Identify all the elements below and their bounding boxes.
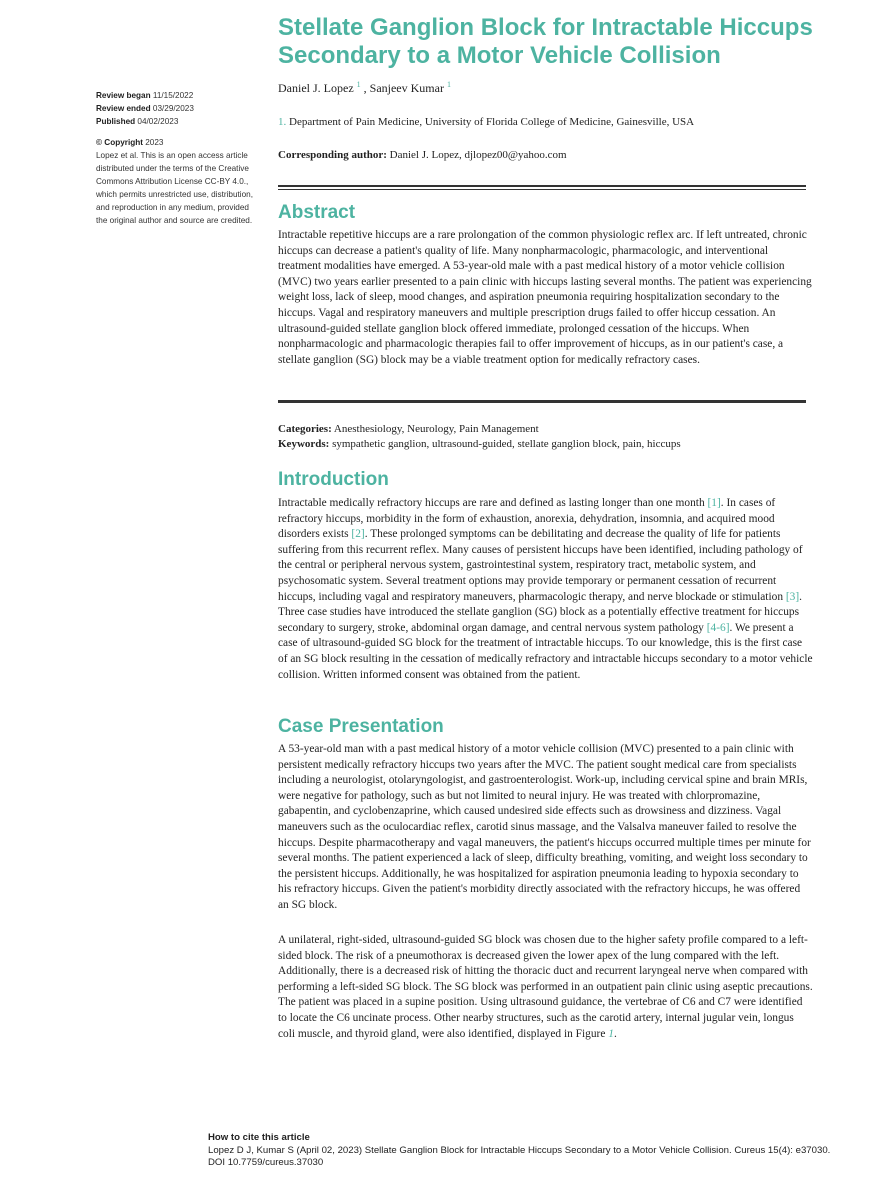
author-name[interactable]: Sanjeev Kumar [369,81,444,95]
divider [278,185,806,190]
article-title: Stellate Ganglion Block for Intractable Hiccups Secondary to a Motor Vehicle Collision [278,14,813,69]
divider [278,400,806,403]
citation-heading: How to cite this article [208,1132,310,1143]
how-to-cite [208,1132,878,1170]
citation-link[interactable]: [3] [785,590,800,603]
citation-text: Lopez D J, Kumar S (April 02, 2023) Stellate Ganglion Block for Intractable Hiccups Secondary to a Motor Vehicle Collision. Cureus 15(4): e37030. [208,1144,831,1156]
review-sidebar [96,89,262,227]
author-name[interactable]: Daniel J. Lopez [278,81,354,95]
figure-link[interactable]: 1 [608,1027,614,1040]
author-list [278,80,451,96]
introduction-text: Intractable medically refractory hiccups are rare and defined as lasting longer than one month [1]. In cases of refractory hiccups, morbidity in the form of exhaustion, anorexia, dehydration, insomnia, and acquired mood disorders exists [2]. These prolonged symptoms can be debilitating and decrease the quality of life for patients suffering from this recurrent reflex. Many causes of persistent hiccups have been identified, including pathology of the central or peripheral nervous system, gastrointestinal system, respiratory tract, metabolic system, and psychosomatic system. Several treatment options may provide temporary or permanent cessation of recurrent hiccups, including vagal and respiratory maneuvers, pharmacologic therapy, and nerve blockade or stimulation [3]. Three case studies have introduced the stellate ganglion (SG) block as a potentially effective treatment for hiccups secondary to surgery, stroke, abdominal organ damage, and central nervous system pathology [4-6]. We present a case of ultrasound-guided SG block for the treatment of intractable hiccups. To our knowledge, this is the first case of an SG block resulting in the cessation of medically refractory and intractable hiccups secondary to a motor vehicle collision. Written informed consent was obtained from the patient. [278,497,813,681]
published-date: Published 04/02/2023 [96,117,179,126]
affiliation-text: Department of Pain Medicine, University of Florida College of Medicine, Gainesville, USA [289,116,695,128]
corresponding-label: Corresponding author: [278,149,387,161]
corresponding-contact[interactable]: Daniel J. Lopez, djlopez00@yahoo.com [389,149,567,161]
affiliation [278,116,694,128]
license-text: Lopez et al. This is an open access article distributed under the terms of the Creative Commons Attribution License CC-BY 4.0., which permits unrestricted use, distribution, and reproduction in any medium, provided the original author and source are credited. [96,151,253,225]
affiliation-superscript[interactable]: 1 [446,80,451,89]
article-meta [278,422,681,452]
citation-link[interactable]: [4-6] [706,621,730,634]
introduction-heading: Introduction [278,469,389,490]
abstract-heading: Abstract [278,202,356,223]
affiliation-superscript[interactable]: 1 [356,80,361,89]
review-ended: Review ended 03/29/2023 [96,104,194,113]
author-separator: , [360,81,370,95]
citation-link[interactable]: [2] [351,528,365,541]
abstract-text: Intractable repetitive hiccups are a rare prolongation of the common physiologic reflex arc. If left untreated, chronic hiccups can decrease a patient's quality of life. Many nonpharmacologic, pharmacologic, and interventional treatment modalities have emerged. A 53-year-old male with a past medical history of a motor vehicle collision (MVC) two years earlier presented to a pain clinic with hiccups lasting several months. The patient was experiencing weight loss, lack of sleep, mood changes, and aspiration pneumonia requiring hospitalization secondary to the hiccups. Vagal and respiratory maneuvers and multiple prescription drugs failed to offer hiccup cessation. An ultrasound-guided stellate ganglion block offered immediate, prolonged cessation of the hiccups. When nonpharmacologic and pharmacologic therapies fail to offer improvement of hiccups, as in our patient's case, a stellate ganglion (SG) block may be a viable treatment option for medically refractory cases. [278,229,812,366]
categories: Categories: Anesthesiology, Neurology, Pain Management [278,423,539,435]
case-presentation-heading: Case Presentation [278,716,444,737]
corresponding-author [278,149,567,161]
citation-link[interactable]: [1] [707,497,721,509]
review-began: Review began 11/15/2022 [96,91,194,100]
affiliation-number: 1. [278,116,287,128]
copyright: © Copyright 2023 [96,138,164,147]
case-paragraph-1: A 53-year-old man with a past medical history of a motor vehicle collision (MVC) presented to a pain clinic with persistent medically refractory hiccups two years after the MVC. The patient sought medical care from specialists including a neurologist, otolaryngologist, and gastroenterologist. Work-up, including cervical spine and brain MRIs, were negative for pathology, such as but not limited to neural injury. He was treated with chlorpromazine, gabapentin, and cyclobenzaprine, which caused undesired side effects such as drowsiness and dizziness. Vagal maneuvers such as the oculocardiac reflex, carotid sinus massage, and the Valsalva maneuver failed to resolve the hiccups. Despite pharmacotherapy and vagal maneuvers, the patient's hiccups occurred multiple times per minute for several months. The patient experienced a lack of sleep, difficulty breathing, vomiting, and weight loss secondary to the persistent hiccups. Additionally, he was hospitalized for aspiration pneumonia leading to hypoxia secondary to his refractory hiccups. Given the patient's morbidity directly associated with the refractory hiccups, he was offered an SG block. [278,743,811,911]
case-paragraph-2: A unilateral, right-sided, ultrasound-guided SG block was chosen due to the higher safety profile compared to a left-sided block. The risk of a pneumothorax is decreased given the lower apex of the lung compared with the left. Additionally, there is a decreased risk of hitting the thoracic duct and recurrent laryngeal nerve when compared with performing a left-sided SG block. The SG block was performed in an outpatient pain clinic using aseptic precautions. The patient was placed in a supine position. Using ultrasound guidance, the vertebrae of C6 and C7 were identified to locate the C6 uncinate process. Other nearby structures, such as the carotid artery, internal jugular vein, longus coli muscle, and thyroid gland, were also identified, displayed in Figure 1. [278,934,813,1040]
keywords: Keywords: sympathetic ganglion, ultrasound-guided, stellate ganglion block, pain, hiccups [278,438,681,450]
citation-doi[interactable]: DOI 10.7759/cureus.37030 [208,1157,324,1168]
